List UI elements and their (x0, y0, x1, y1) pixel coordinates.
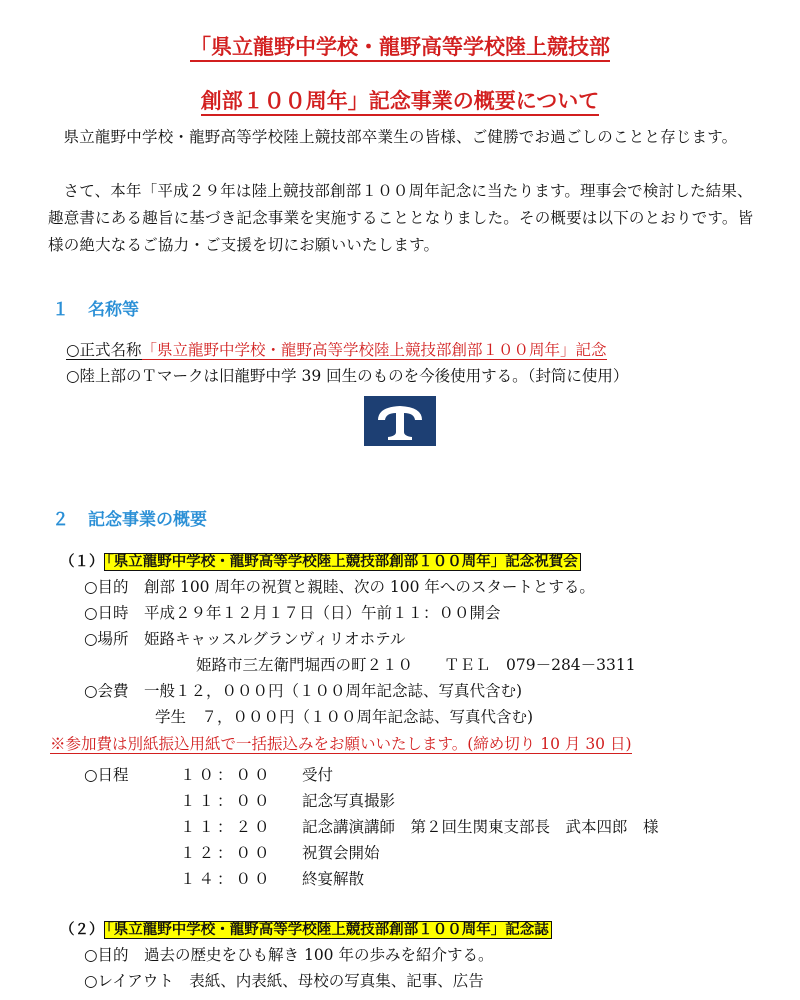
section2-number: ２ (52, 510, 69, 530)
event1-schedule-label: ○日程 (84, 766, 129, 784)
event1-purpose: ○目的 創部 100 周年の祝賀と親睦、次の 100 年へのスタートとする。 (84, 578, 595, 596)
event1-fee-student: 学生 ７，０００円（１００周年記念誌、写真代含む) (155, 708, 534, 726)
section2-title: 記念事業の概要 (88, 510, 207, 530)
document-title-line1: 「県立龍野中学校・龍野高等学校陸上競技部 (0, 34, 800, 60)
intro-paragraph-announcement: さて、本年「平成２９年は陸上競技部創部１００周年記念に当たります。理事会で検討した結果、趣意書にある趣旨に基づき記念事業を実施することとなりました。その概要は以下のとおりです。皆様の絶大なるご協力・ご支援を切にお願いいたします。 (48, 182, 754, 254)
event1-payment-note-text: ※参加費は別紙振込用紙で一括振込みをお願いいたします。(締め切り 10 月 30 日) (50, 735, 632, 753)
event2-label: （２） (60, 922, 104, 938)
schedule-time: １４：００ (180, 870, 273, 888)
event1-payment-note (50, 732, 632, 756)
schedule-event: 終宴解散 (302, 870, 365, 888)
event1-label: （１） (60, 554, 104, 570)
schedule-event: 記念講演講師 第２回生関東支部長 武本四郎 様 (302, 818, 659, 836)
section1-heading (52, 298, 139, 322)
official-name-label: ○正式名称 (66, 341, 142, 359)
t-mark-note: ○陸上部のＴマークは旧龍野中学 39 回生のものを今後使用する。（封筒に使用） (66, 367, 629, 385)
section1-title: 名称等 (88, 300, 139, 320)
event1-datetime: ○日時 平成２９年１２月１７日（日）午前１１：００開会 (84, 604, 501, 622)
official-name-line (66, 338, 607, 362)
event1-title: 「県立龍野中学校・龍野高等学校陸上競技部創部１００周年」記念祝賀会 (104, 553, 581, 571)
event2-purpose: ○目的 過去の歴史をひも解き 100 年の歩みを紹介する。 (84, 946, 494, 964)
schedule-event: 祝賀会開始 (302, 844, 380, 862)
section1-number: １ (52, 300, 69, 320)
schedule-time: １２：００ (180, 844, 273, 862)
event2-layout: ○レイアウト 表紙、内表紙、母校の写真集、記事、広告 (84, 972, 484, 990)
event1-fee-general-line (84, 679, 522, 703)
schedule-time: １１：００ (180, 792, 273, 810)
event1-title-line (60, 549, 581, 574)
document-title-line2: 創部１００周年」記念事業の概要について (0, 88, 800, 114)
section2-heading (52, 508, 207, 532)
official-name-value: 「県立龍野中学校・龍野高等学校陸上競技部創部１００周年」記念 (141, 341, 607, 359)
t-mark-logo-icon (364, 396, 436, 446)
schedule-time: １０：００ (180, 766, 273, 784)
intro-paragraph-greeting: 県立龍野中学校・龍野高等学校陸上競技部卒業生の皆様、ご健勝でお過ごしのことと存じます。 (63, 128, 738, 146)
schedule-event: 記念写真撮影 (302, 792, 396, 810)
event2-title: 「県立龍野中学校・龍野高等学校陸上競技部創部１００周年」記念誌 (104, 921, 552, 939)
t-mark-logo-graphic (364, 396, 436, 446)
schedule-time: １１：２０ (180, 818, 273, 836)
event1-address: 姫路市三左衛門堀西の町２１０ ＴＥＬ 079－284－3311 (196, 656, 636, 674)
event1-fee-label: ○会費 (84, 682, 129, 700)
event1-place: ○場所 姫路キャッスルグランヴィリオホテル (84, 630, 406, 648)
event2-title-line (60, 917, 552, 942)
event1-fee-general: 一般１２，０００円（１００周年記念誌、写真代含む) (144, 682, 523, 700)
schedule-event: 受付 (302, 766, 334, 784)
